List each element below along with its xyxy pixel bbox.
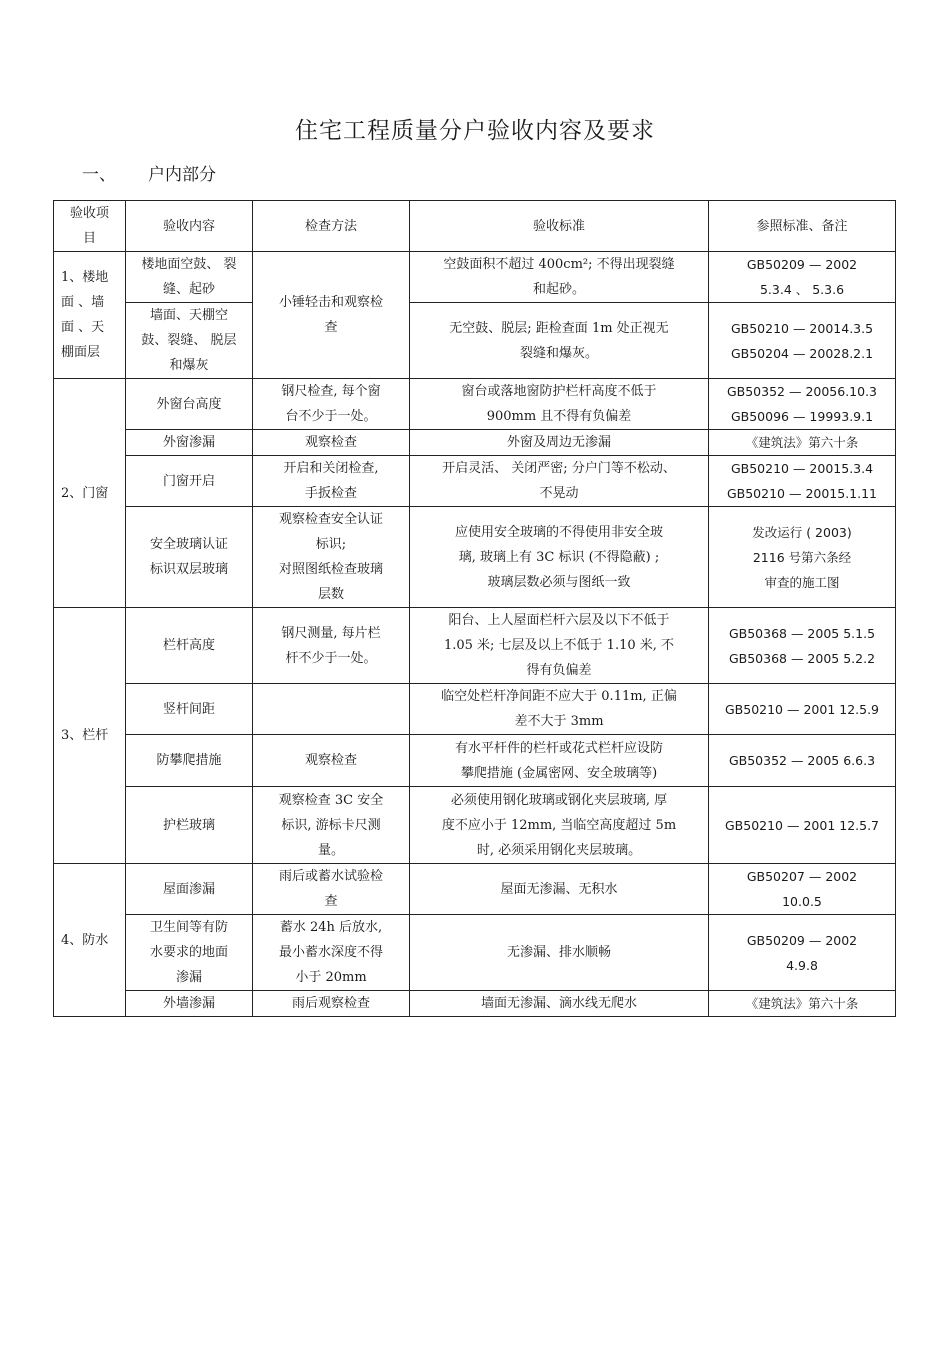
method-cell [253,684,410,735]
table-row [54,608,896,684]
method-cell: 开启和关闭检查, 手扳检查 [253,456,410,507]
table-row [54,303,896,379]
table-row [54,684,896,735]
standard-cell: 空鼓面积不超过 400cm²; 不得出现裂缝 和起砂。 [410,252,709,303]
content-cell: 楼地面空鼓、 裂 缝、起砂 [126,252,253,303]
document-title: 住宅工程质量分户验收内容及要求 [295,118,655,144]
section-heading [82,160,216,185]
standard-cell: 临空处栏杆净间距不应大于 0.11m, 正偏 差不大于 3mm [410,684,709,735]
reference-cell: 《建筑法》第六十条 [709,991,896,1017]
table-row [54,991,896,1017]
standard-cell: 墙面无渗漏、滴水线无爬水 [410,991,709,1017]
table-row [54,787,896,864]
table-row [54,735,896,787]
content-cell: 门窗开启 [126,456,253,507]
reference-cell: GB50210 — 2001 12.5.9 [709,684,896,735]
content-cell: 屋面渗漏 [126,864,253,915]
method-cell: 观察检查 [253,735,410,787]
reference-cell: GB50352 — 20056.10.3 GB50096 — 19993.9.1 [709,379,896,430]
standard-cell: 必须使用钢化玻璃或钢化夹层玻璃, 厚 度不应小于 12mm, 当临空高度超过 5m 时, 必须采用钢化夹层玻璃。 [410,787,709,864]
content-cell: 竖杆间距 [126,684,253,735]
content-cell: 护栏玻璃 [126,787,253,864]
method-cell: 观察检查 [253,430,410,456]
reference-cell: GB50352 — 2005 6.6.3 [709,735,896,787]
table-row [54,252,896,303]
standard-cell: 无空鼓、脱层; 距检查面 1m 处正视无 裂缝和爆灰。 [410,303,709,379]
table-row [54,456,896,507]
header-cell: 验收项 目 [54,201,126,252]
content-cell: 外窗台高度 [126,379,253,430]
reference-cell: GB50209 — 2002 4.9.8 [709,915,896,991]
content-cell: 安全玻璃认证 标识双层玻璃 [126,507,253,608]
header-cell: 验收标准 [410,201,709,252]
reference-cell: GB50210 — 20014.3.5 GB50204 — 20028.2.1 [709,303,896,379]
standard-cell: 屋面无渗漏、无积水 [410,864,709,915]
method-cell: 雨后观察检查 [253,991,410,1017]
method-cell: 观察检查 3C 安全 标识, 游标卡尺测 量。 [253,787,410,864]
header-cell: 检查方法 [253,201,410,252]
section-label: 户内部分 [148,165,216,185]
table-row [54,915,896,991]
method-cell: 钢尺测量, 每片栏 杆不少于一处。 [253,608,410,684]
content-cell: 墙面、天棚空 鼓、裂缝、 脱层 和爆灰 [126,303,253,379]
category-cell: 3、栏杆 [54,608,126,864]
standard-cell: 有水平杆件的栏杆或花式栏杆应设防 攀爬措施 (金属密网、安全玻璃等) [410,735,709,787]
category-cell: 4、防水 [54,864,126,1017]
header-cell: 验收内容 [126,201,253,252]
content-cell: 外窗渗漏 [126,430,253,456]
standard-cell: 阳台、上人屋面栏杆六层及以下不低于 1.05 米; 七层及以上不低于 1.10 米, 不 得有负偏差 [410,608,709,684]
standard-cell: 无渗漏、排水顺畅 [410,915,709,991]
standard-cell: 应使用安全玻璃的不得使用非安全玻 璃, 玻璃上有 3C 标识 (不得隐蔽) ; 玻璃层数必须与图纸一致 [410,507,709,608]
standard-cell: 窗台或落地窗防护栏杆高度不低于 900mm 且不得有负偏差 [410,379,709,430]
content-cell: 外墙渗漏 [126,991,253,1017]
table-header-row [54,201,896,252]
content-cell: 卫生间等有防 水要求的地面 渗漏 [126,915,253,991]
reference-cell: GB50209 — 2002 5.3.4 、 5.3.6 [709,252,896,303]
reference-cell: 《建筑法》第六十条 [709,430,896,456]
table-row [54,430,896,456]
method-cell: 小锤轻击和观察检 查 [253,252,410,379]
table-row [54,864,896,915]
method-cell: 蓄水 24h 后放水, 最小蓄水深度不得 小于 20mm [253,915,410,991]
method-cell: 观察检查安全认证 标识; 对照图纸检查玻璃 层数 [253,507,410,608]
standard-cell: 外窗及周边无渗漏 [410,430,709,456]
table-row [54,507,896,608]
reference-cell: GB50210 — 2001 12.5.7 [709,787,896,864]
header-cell: 参照标准、备注 [709,201,896,252]
table-row [54,379,896,430]
inspection-table [53,200,896,1017]
reference-cell: GB50368 — 2005 5.1.5 GB50368 — 2005 5.2.2 [709,608,896,684]
content-cell: 防攀爬措施 [126,735,253,787]
section-number: 一、 [82,165,116,185]
category-cell: 1、楼地 面 、墙 面 、天 棚面层 [54,252,126,379]
standard-cell: 开启灵活、 关闭严密; 分户门等不松动、 不晃动 [410,456,709,507]
method-cell: 雨后或蓄水试验检 查 [253,864,410,915]
content-cell: 栏杆高度 [126,608,253,684]
reference-cell: GB50210 — 20015.3.4 GB50210 — 20015.1.11 [709,456,896,507]
reference-cell: GB50207 — 2002 10.0.5 [709,864,896,915]
reference-cell: 发改运行 ( 2003) 2116 号第六条经 审查的施工图 [709,507,896,608]
category-cell: 2、门窗 [54,379,126,608]
method-cell: 钢尺检查, 每个窗 台不少于一处。 [253,379,410,430]
